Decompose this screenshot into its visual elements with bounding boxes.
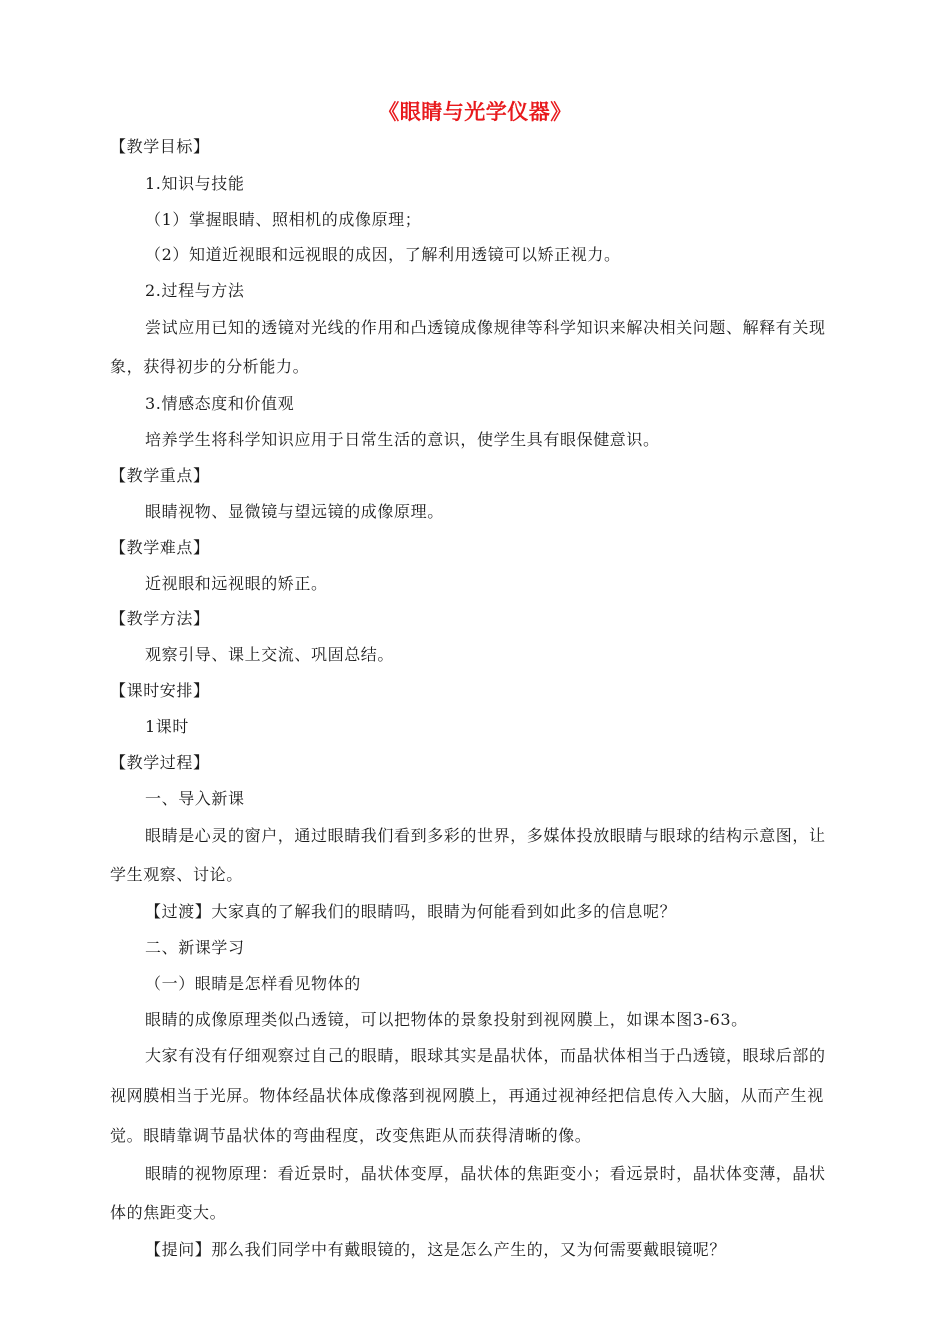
paragraph-line: 象，获得初步的分析能力。 [110,357,310,376]
section-heading-methods: 【教学方法】 [110,609,210,628]
paragraph-line: 眼睛的成像原理类似凸透镜，可以把物体的景象投射到视网膜上，如课本图3-63。 [145,1010,748,1029]
subheading-new-lesson: 二、新课学习 [145,938,245,957]
subheading-process-method: 2.过程与方法 [145,281,245,300]
paragraph-line: 【提问】那么我们同学中有戴眼镜的，这是怎么产生的，又为何需要戴眼镜呢？ [145,1240,727,1259]
section-heading-process: 【教学过程】 [110,753,210,772]
subheading-knowledge-skills: 1.知识与技能 [145,174,245,193]
paragraph-line: 体的焦距变大。 [110,1203,227,1222]
paragraph-line: 【过渡】大家真的了解我们的眼睛吗，眼睛为何能看到如此多的信息呢？ [145,902,677,921]
paragraph-line: 觉。眼睛靠调节晶状体的弯曲程度，改变焦距从而获得清晰的像。 [110,1126,592,1145]
section-heading-objectives: 【教学目标】 [110,137,210,156]
paragraph-line: 视网膜相当于光屏。物体经晶状体成像落到视网膜上，再通过视神经把信息传入大脑，从而产生视 [110,1086,824,1105]
document-title: 《眼睛与光学仪器》 [378,99,572,124]
paragraph-line: 尝试应用已知的透镜对光线的作用和凸透镜成像规律等科学知识来解决相关问题、解释有关现 [145,318,826,337]
paragraph-line: 近视眼和远视眼的矫正。 [145,574,328,593]
paragraph-line: 眼睛的视物原理：看近景时，晶状体变厚，晶状体的焦距变小；看远景时，晶状体变薄，晶状 [145,1164,826,1183]
section-heading-schedule: 【课时安排】 [110,681,210,700]
paragraph-line: 1课时 [145,717,189,736]
paragraph-line: 大家有没有仔细观察过自己的眼睛，眼球其实是晶状体，而晶状体相当于凸透镜，眼球后部的 [145,1046,826,1065]
paragraph-line: 观察引导、课上交流、巩固总结。 [145,645,395,664]
section-heading-difficulties: 【教学难点】 [110,538,210,557]
subheading-attitude-values: 3.情感态度和价值观 [145,394,295,413]
section-heading-key-points: 【教学重点】 [110,466,210,485]
subheading-introduction: 一、导入新课 [145,789,245,808]
paragraph-line: （1）掌握眼睛、照相机的成像原理； [145,210,422,229]
paragraph-line: 培养学生将科学知识应用于日常生活的意识，使学生具有眼保健意识。 [145,430,660,449]
paragraph-line: 学生观察、讨论。 [110,865,243,884]
paragraph-line: （2）知道近视眼和远视眼的成因，了解利用透镜可以矫正视力。 [145,245,621,264]
paragraph-line: 眼睛是心灵的窗户，通过眼睛我们看到多彩的世界，多媒体投放眼睛与眼球的结构示意图，让 [145,826,826,845]
subheading-how-eyes-see: （一）眼睛是怎样看见物体的 [145,974,361,993]
paragraph-line: 眼睛视物、显微镜与望远镜的成像原理。 [145,502,444,521]
